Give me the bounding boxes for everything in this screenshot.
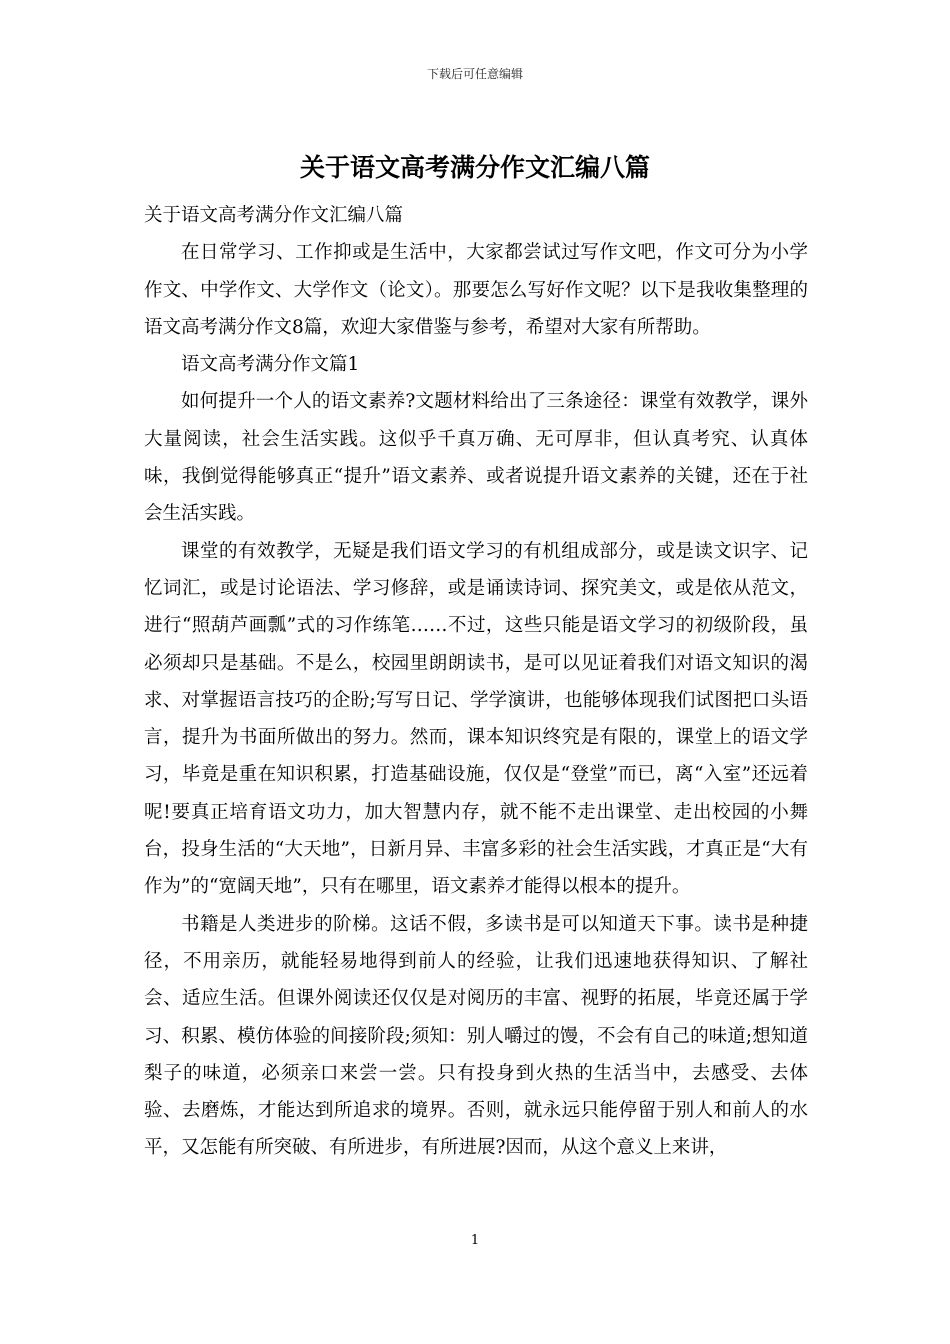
body-paragraph: 课堂的有效教学，无疑是我们语文学习的有机组成部分，或是读文识字、记忆词汇，或是讨论语法、学习修辞，或是诵读诗词、探究美文，或是依从范文，进行“照葫芦画瓢”式的习作练笔……不过，这些只能是语文学习的初级阶段，虽必须却只是基础。不是么，校园里朗朗读书，是可以见证着我们对语文知识的渴求、对掌握语言技巧的企盼;写写日记、学学演讲，也能够体现我们试图把口头语言，提升为书面所做出的努力。然而，课本知识终究是有限的，课堂上的语文学习，毕竟是重在知识积累，打造基础设施，仅仅是“登堂”而已，离“入室”还远着呢!要真正培育语文功力，加大智慧内存，就不能不走出课堂、走出校园的小舞台，投身生活的“大天地”，日新月异、丰富多彩的社会生活实践，才真正是“大有作为”的“宽阔天地”，只有在哪里，语文素养才能得以根本的提升。	[144, 540, 808, 898]
body-paragraph: 如何提升一个人的语文素养?文题材料给出了三条途径：课堂有效教学，课外大量阅读，社会生活实践。这似乎千真万确、无可厚非，但认真考究、认真体味，我倒觉得能够真正“提升”语文素养、或者说提升语文素养的关键，还在于社会生活实践。	[144, 391, 808, 525]
subtitle-line: 关于语文高考满分作文汇编八篇	[144, 205, 404, 226]
document-body	[144, 197, 808, 1167]
body-paragraph: 书籍是人类进步的阶梯。这话不假，多读书是可以知道天下事。读书是种捷径，不用亲历，就能轻易地得到前人的经验，让我们迅速地获得知识、了解社会、适应生活。但课外阅读还仅仅是对阅历的丰富、视野的拓展，毕竟还属于学习、积累、模仿体验的间接阶段;须知：别人嚼过的馒，不会有自己的味道;想知道梨子的味道，必须亲口来尝一尝。只有投身到火热的生活当中，去感受、去体验、去磨炼，才能达到所追求的境界。否则，就永远只能停留于别人和前人的水平，又怎能有所突破、有所进步，有所进展?因而，从这个意义上来讲，	[144, 913, 808, 1159]
document-title: 关于语文高考满分作文汇编八篇	[299, 153, 650, 182]
page-number: 1	[470, 1233, 480, 1248]
header-note: 下载后可任意编辑	[426, 67, 523, 81]
intro-paragraph: 在日常学习、工作抑或是生活中，大家都尝试过写作文吧，作文可分为小学作文、中学作文、大学作文（论文）。那要怎么写好作文呢？以下是我收集整理的语文高考满分作文8篇，欢迎大家借鉴与参考，希望对大家有所帮助。	[144, 242, 808, 338]
section-heading: 语文高考满分作文篇1	[181, 354, 360, 376]
